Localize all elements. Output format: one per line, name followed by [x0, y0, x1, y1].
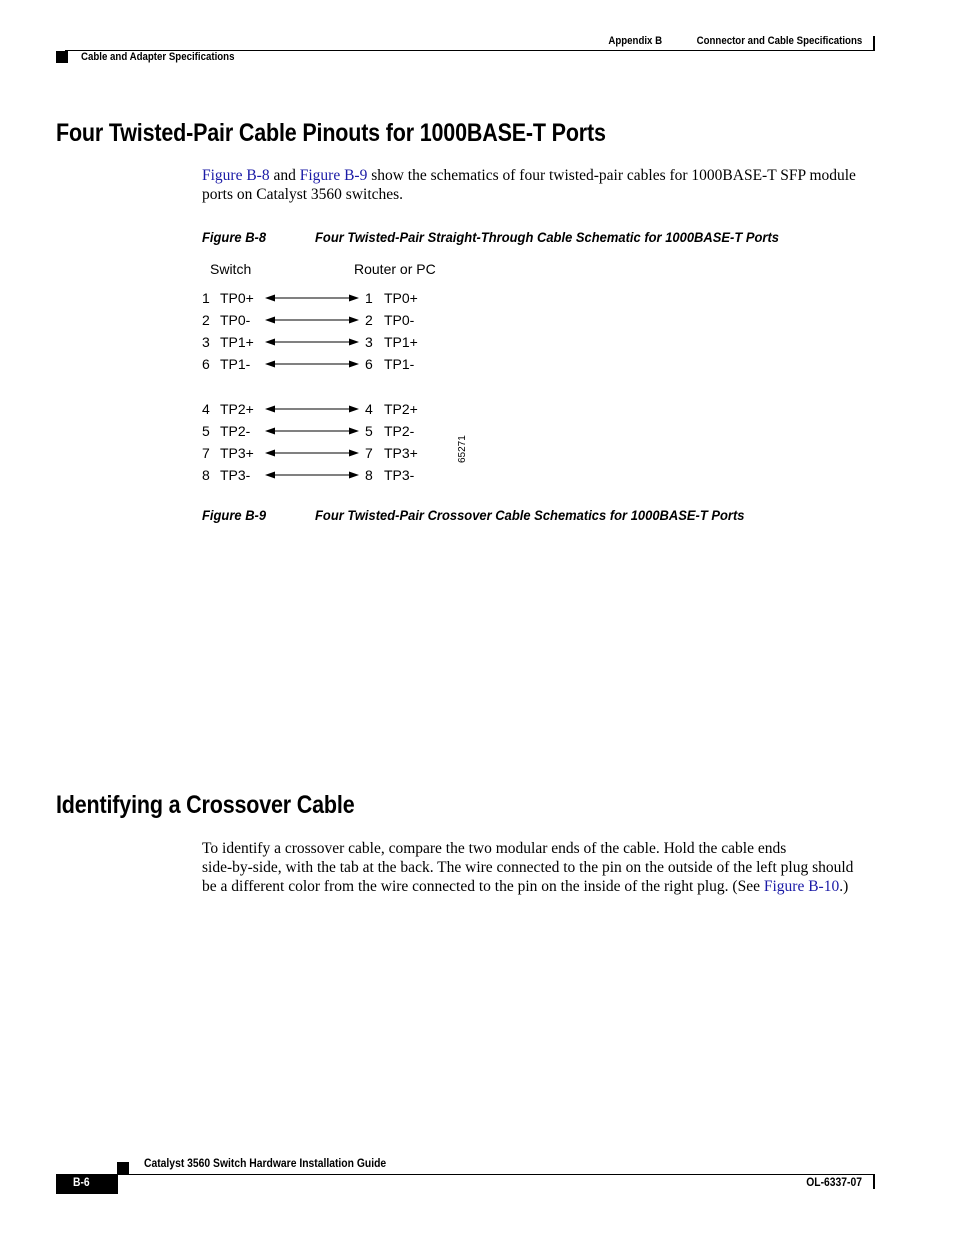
- router-header: Router or PC: [354, 261, 436, 277]
- left-pin-number: 6: [202, 356, 210, 372]
- header-appendix-label: Appendix B: [608, 35, 662, 47]
- footer-guide-title: Catalyst 3560 Switch Hardware Installation Guide: [144, 1158, 387, 1170]
- bidirectional-arrow: [265, 292, 359, 304]
- left-signal: TP3+: [220, 445, 254, 461]
- figure-b10-link[interactable]: Figure B-10: [763, 878, 840, 895]
- left-signal: TP1-: [220, 356, 251, 372]
- pair-row: [195, 423, 435, 441]
- section-heading-pinouts: Four Twisted-Pair Cable Pinouts for 1000BASE-T Ports: [56, 119, 606, 147]
- left-pin-number: 3: [202, 334, 210, 350]
- crossover-line-1: To identify a crossover cable, compare the two modular ends of the cable. Hold the cable ends: [202, 840, 787, 857]
- footer-page-number: B-6: [73, 1177, 90, 1189]
- right-pin-number: 3: [365, 334, 373, 350]
- bidirectional-arrow: [265, 469, 359, 481]
- figure-b9-link[interactable]: Figure B-9: [299, 167, 368, 184]
- right-signal: TP0+: [384, 290, 418, 306]
- bidirectional-arrow: [265, 447, 359, 459]
- line3-pre: be a different color from the wire connected to the pin on the inside of the right plug. (See: [202, 878, 764, 895]
- figure-b8-title: Four Twisted-Pair Straight-Through Cable Schematic for 1000BASE-T Ports: [315, 230, 779, 245]
- left-signal: TP0+: [220, 290, 254, 306]
- right-pin-number: 8: [365, 467, 373, 483]
- left-signal: TP3-: [220, 467, 251, 483]
- left-pin-number: 4: [202, 401, 210, 417]
- para-rest: show the schematics of four twisted-pair cables for 1000BASE-T SFP module ports on Catalyst 3560 switches.: [202, 167, 856, 203]
- right-signal: TP1+: [384, 334, 418, 350]
- header-right-bar: [873, 36, 875, 51]
- right-pin-number: 5: [365, 423, 373, 439]
- bidirectional-arrow: [265, 403, 359, 415]
- pair-row: [195, 445, 435, 463]
- figure-b8-label: Figure B-8: [202, 230, 267, 245]
- right-pin-number: 1: [365, 290, 373, 306]
- bidirectional-arrow: [265, 336, 359, 348]
- switch-header: Switch: [210, 261, 252, 277]
- right-pin-number: 7: [365, 445, 373, 461]
- straight-through-schematic: [195, 255, 495, 495]
- pair-row: [195, 334, 435, 352]
- figure-b9-label: Figure B-9: [202, 508, 267, 523]
- header-chapter-title: Connector and Cable Specifications: [696, 35, 862, 47]
- crossover-paragraph: [202, 839, 892, 896]
- pair-row: [195, 467, 435, 485]
- right-signal: TP2+: [384, 401, 418, 417]
- left-signal: TP2-: [220, 423, 251, 439]
- footer-rule: [117, 1174, 875, 1175]
- bidirectional-arrow: [265, 358, 359, 370]
- crossover-line-3: [202, 877, 892, 896]
- pair-row: [195, 401, 435, 419]
- left-signal: TP1+: [220, 334, 254, 350]
- header-section-title: Cable and Adapter Specifications: [81, 51, 235, 63]
- crossover-line-2: side-by-side, with the tab at the back. The wire connected to the pin on the outside of the left plug should: [202, 859, 854, 876]
- line3-post: .): [839, 878, 849, 895]
- left-pin-number: 7: [202, 445, 210, 461]
- right-signal: TP3+: [384, 445, 418, 461]
- left-pin-number: 8: [202, 467, 210, 483]
- right-signal: TP1-: [384, 356, 415, 372]
- section-heading-crossover: Identifying a Crossover Cable: [56, 791, 355, 819]
- left-pin-number: 5: [202, 423, 210, 439]
- right-signal: TP3-: [384, 467, 415, 483]
- pair-row: [195, 312, 435, 330]
- pair-row: [195, 290, 435, 308]
- bidirectional-arrow: [265, 314, 359, 326]
- left-pin-number: 1: [202, 290, 210, 306]
- footer-right-bar: [873, 1175, 875, 1189]
- footer-square: [117, 1162, 129, 1174]
- bidirectional-arrow: [265, 425, 359, 437]
- intro-paragraph: [202, 166, 862, 204]
- footer-doc-number: OL-6337-07: [806, 1177, 862, 1189]
- left-pin-number: 2: [202, 312, 210, 328]
- right-signal: TP0-: [384, 312, 415, 328]
- pair-row: [195, 356, 435, 374]
- right-pin-number: 4: [365, 401, 373, 417]
- figure-b8-link[interactable]: Figure B-8: [202, 167, 270, 184]
- right-signal: TP2-: [384, 423, 415, 439]
- para-and: and: [269, 167, 300, 184]
- header-square: [56, 51, 68, 63]
- right-pin-number: 6: [365, 356, 373, 372]
- right-pin-number: 2: [365, 312, 373, 328]
- figure-b9-title: Four Twisted-Pair Crossover Cable Schematics for 1000BASE-T Ports: [315, 508, 745, 523]
- art-number: 65271: [457, 435, 468, 463]
- left-signal: TP2+: [220, 401, 254, 417]
- left-signal: TP0-: [220, 312, 251, 328]
